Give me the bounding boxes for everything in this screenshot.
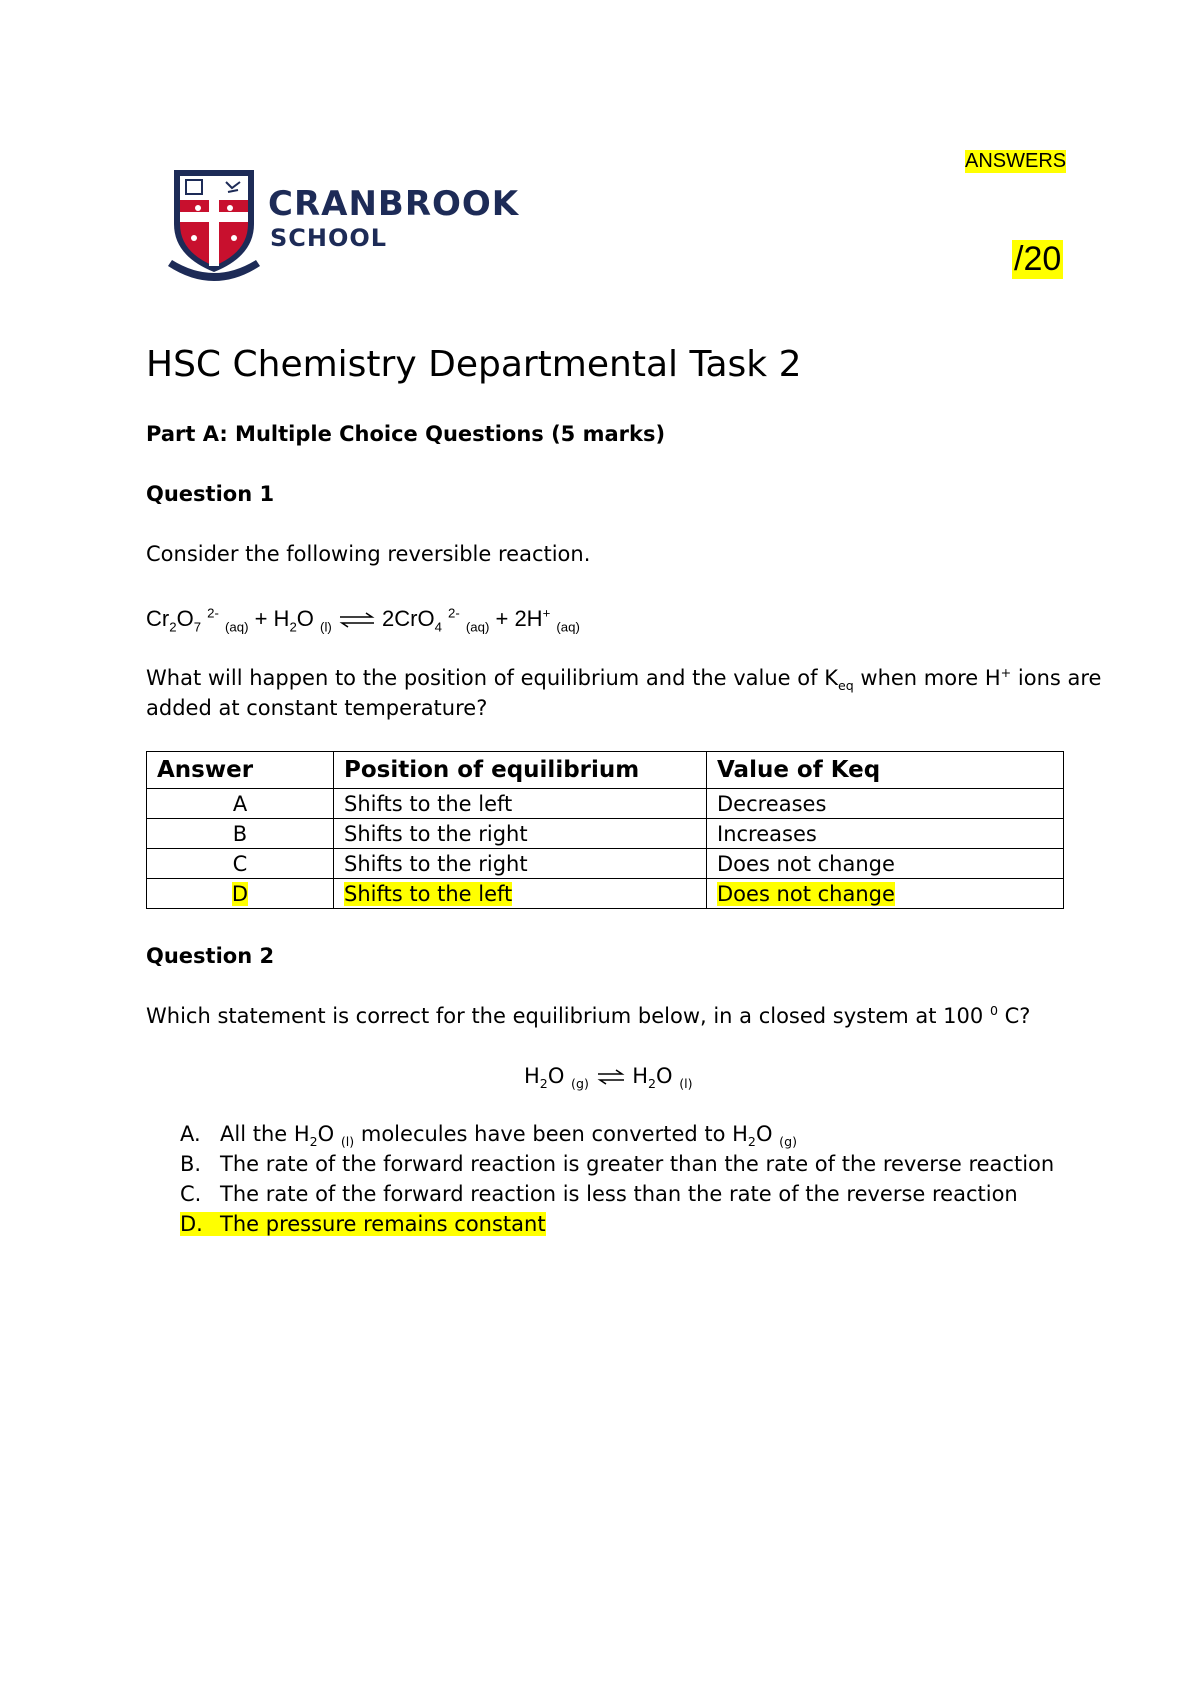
table-row xyxy=(147,819,1064,849)
question-2-heading: Question 2 xyxy=(146,944,275,968)
table-header-row xyxy=(147,752,1064,789)
page-title: HSC Chemistry Departmental Task 2 xyxy=(146,344,802,385)
equilibrium-arrow-icon xyxy=(596,1069,626,1085)
question-1-intro: Consider the following reversible reaction. xyxy=(146,542,591,566)
table-cell: Decreases xyxy=(707,789,1064,819)
answer-table xyxy=(146,751,1064,909)
school-logo xyxy=(168,168,520,286)
equilibrium-arrow-icon xyxy=(338,612,376,628)
option-c: C. The rate of the forward reaction is less than the rate of the reverse reaction xyxy=(180,1182,1018,1206)
question-1-text: What will happen to the position of equilibrium and the value of $K_{eq}$ when more H+ ions are xyxy=(146,665,1102,694)
correct-answer-letter: D xyxy=(231,881,249,906)
table-cell: Shifts to the left xyxy=(334,789,707,819)
correct-answer-keq: Does not change xyxy=(717,881,895,906)
total-marks: /20 xyxy=(1014,240,1062,278)
table-cell: A xyxy=(147,789,334,819)
option-a: A. All the $H_2O$ $_{(l)}$ molecules have been converted to $H_2O$ $_{(g)}$ xyxy=(180,1122,797,1150)
question-1-text-line2: added at constant temperature? xyxy=(146,696,488,720)
table-row xyxy=(147,789,1064,819)
question-2-equation: $H_2O$ $_{(g)}$ $H_2O$ $_{(l)}$ xyxy=(524,1064,693,1092)
option-d-correct: D. The pressure remains constant xyxy=(180,1212,546,1236)
table-header: Position of equilibrium xyxy=(334,752,707,789)
logo-wordmark-line1: CRANBROOK xyxy=(268,184,520,224)
table-header: Value of Keq xyxy=(707,752,1064,789)
table-cell: Increases xyxy=(707,819,1064,849)
table-cell xyxy=(147,879,334,909)
logo-wordmark-line2: SCHOOL xyxy=(270,224,388,252)
table-cell: B xyxy=(147,819,334,849)
crest-icon xyxy=(168,168,260,286)
table-header: Answer xyxy=(147,752,334,789)
part-a-heading: Part A: Multiple Choice Questions (5 marks) xyxy=(146,422,666,446)
option-b: B. The rate of the forward reaction is greater than the rate of the reverse reaction xyxy=(180,1152,1055,1176)
table-cell xyxy=(334,879,707,909)
table-row-correct xyxy=(147,879,1064,909)
correct-answer-position: Shifts to the left xyxy=(344,881,513,906)
table-cell: Shifts to the right xyxy=(334,819,707,849)
table-cell: Shifts to the right xyxy=(334,849,707,879)
question-1-equation: $Cr_2O_7$ $^{2-}$ $_{(aq)} + H_2O$ $_{(l)}$ 2CrO$_4$ $^{2-}$ $_{(aq)}$ + 2H+ $_{(aq)}$ xyxy=(146,605,580,635)
answers-tag: ANSWERS xyxy=(965,150,1067,172)
table-cell: Does not change xyxy=(707,849,1064,879)
table-cell: C xyxy=(147,849,334,879)
question-2-text: Which statement is correct for the equilibrium below, in a closed system at 100 $^0$ C? xyxy=(146,1003,1031,1028)
table-cell xyxy=(707,879,1064,909)
question-1-heading: Question 1 xyxy=(146,482,275,506)
table-row xyxy=(147,849,1064,879)
